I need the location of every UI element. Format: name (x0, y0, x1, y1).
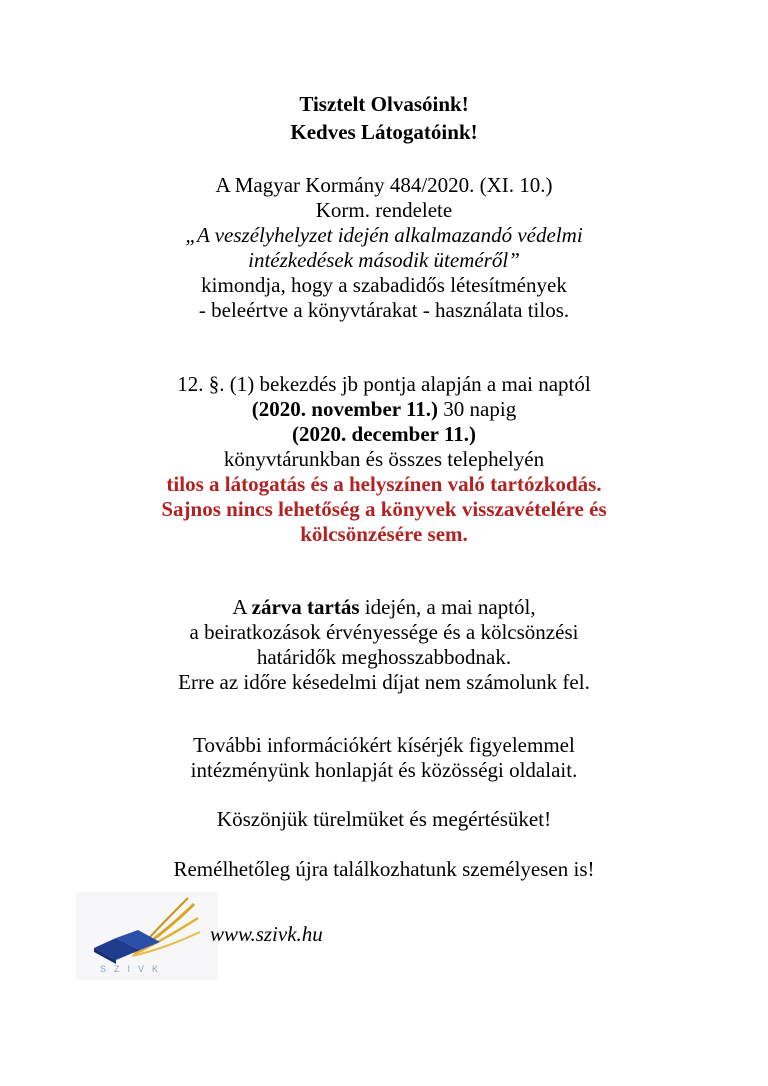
closure-prefix: A (232, 595, 252, 619)
hope-paragraph (40, 857, 728, 882)
greeting-line-2: Kedves Látogatóink! (290, 120, 478, 144)
closure-line-2: a beiratkozások érvényessége és a kölcsönzési (189, 620, 579, 644)
closure-rule-paragraph (40, 372, 728, 547)
rule-line-4: könyvtárunkban és összes telephelyén (223, 447, 545, 471)
closure-line-4: Erre az időre késedelmi díjat nem számolunk fel. (178, 670, 590, 694)
website-address: www.szivk.hu (210, 922, 323, 946)
warning-line-3: kölcsönzésére sem. (300, 522, 468, 546)
rule-duration: 30 napig (438, 397, 517, 421)
decree-title-line-1: „A veszélyhelyzet idején alkalmazandó védelmi (185, 223, 583, 247)
footer (76, 892, 496, 982)
decree-line-2: Korm. rendelete (315, 198, 453, 222)
closure-line-3: határidők meghosszabbodnak. (256, 645, 512, 669)
warning-line-1: tilos a látogatás és a helyszínen való tartózkodás. (166, 472, 602, 496)
closure-paragraph (40, 595, 728, 695)
book-swoosh-logo-icon (76, 892, 218, 980)
greeting-line-1: Tisztelt Olvasóink! (299, 92, 469, 116)
decree-line-4: - beleértve a könyvtárakat - használata tilos. (198, 298, 570, 322)
warning-line-2: Sajnos nincs lehetőség a könyvek visszavételére és (161, 497, 607, 521)
thanks-paragraph (40, 807, 728, 832)
closure-line-1 (40, 595, 728, 620)
greeting-heading (40, 90, 728, 146)
decree-line-1: A Magyar Kormány 484/2020. (XI. 10.) (215, 173, 553, 197)
decree-paragraph (40, 173, 728, 323)
closure-emphasis: zárva tartás (251, 595, 360, 619)
closure-suffix: idején, a mai naptól, (359, 595, 536, 619)
info-paragraph (40, 733, 728, 783)
thanks-line: Köszönjük türelmüket és megértésüket! (216, 807, 552, 831)
info-line-1: További információkért kísérjék figyelemmel (193, 733, 575, 757)
hope-line: Remélhetőleg újra találkozhatunk személyesen is! (173, 857, 595, 881)
rule-date-to: (2020. december 11.) (292, 422, 476, 446)
rule-line-1: 12. §. (1) bekezdés jb pontja alapján a mai naptól (177, 372, 591, 396)
decree-title-line-2: intézkedések második üteméről” (248, 248, 520, 272)
rule-line-2 (40, 397, 728, 422)
logo-lettering: SZIVK (100, 964, 167, 974)
decree-line-3: kimondja, hogy a szabadidős létesítmények (201, 273, 567, 297)
info-line-2: intézményünk honlapját és közösségi oldalait. (190, 758, 578, 782)
rule-date-from: (2020. november 11.) (251, 397, 439, 421)
library-logo (76, 892, 218, 980)
